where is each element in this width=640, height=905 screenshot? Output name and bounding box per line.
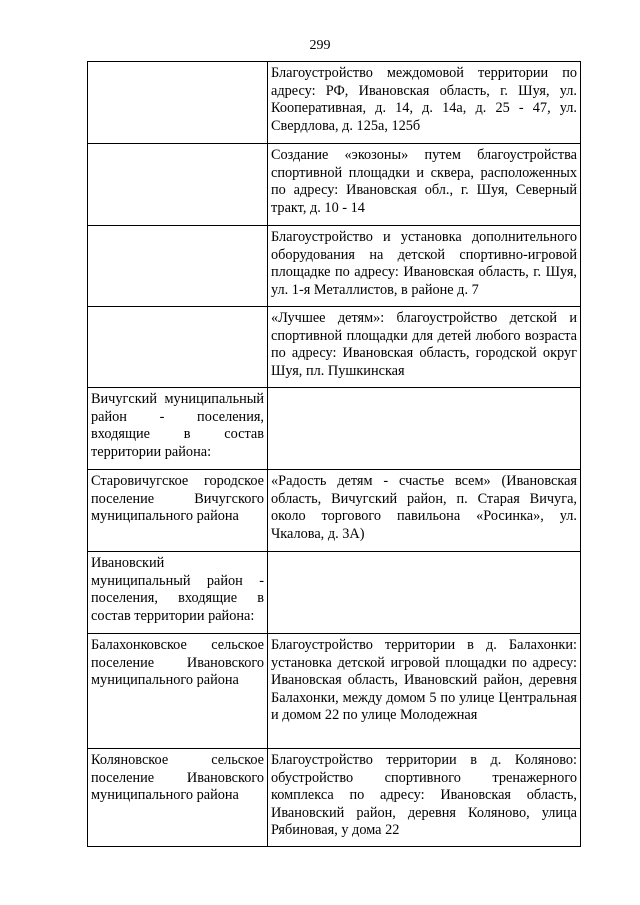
table-row (88, 307, 581, 388)
table-cell-right: Благоустройство и установка дополнительного оборудования на детской спортивно-игровой площадке по адресу: Ивановская область, г. Шуя, ул. 1-я Металлистов, в районе д. 7 (268, 226, 581, 307)
table-cell-right: Благоустройство территории в д. Балахонки: установка детской игровой площадки по адресу: Ивановская область, Ивановский район, деревня Балахонки, между домом 5 по улице Центральная и домом 22 по улице Молодежная (268, 634, 581, 749)
table-cell-left (88, 307, 268, 388)
table-cell-left: Балахонковское сельское поселение Ивановского муниципального района (88, 634, 268, 749)
table-cell-right: Благоустройство территории в д. Коляново: обустройство спортивного тренажерного комплекса по адресу: Ивановская область, Ивановский район, деревня Коляново, улица Рябиновая, у дома 22 (268, 749, 581, 847)
table-cell-left: Вичугский муниципальный район - поселения, входящие в состав территории района: (88, 388, 268, 470)
table-cell-left (88, 62, 268, 144)
table-row (88, 388, 581, 470)
table-cell-right (268, 388, 581, 470)
table-cell-left: Коляновское сельское поселение Ивановского муниципального района (88, 749, 268, 847)
table-row (88, 470, 581, 552)
table-cell-right: «Лучшее детям»: благоустройство детской и спортивной площадки для детей любого возраста по адресу: Ивановская область, городской округ Шуя, пл. Пушкинская (268, 307, 581, 388)
table-cell-left: Ивановский муниципальный район - поселения, входящие в состав территории района: (88, 552, 268, 634)
table-row (88, 552, 581, 634)
page-number: 299 (309, 38, 331, 53)
table-row (88, 62, 581, 144)
table-cell-right (268, 552, 581, 634)
document-table (87, 61, 581, 847)
table-row (88, 144, 581, 226)
table-row (88, 749, 581, 847)
table-cell-right: «Радость детям - счастье всем» (Ивановская область, Вичугский район, п. Старая Вичуга, около торгового павильона «Росинка», ул. Чкалова, д. 3А) (268, 470, 581, 552)
table-cell-left (88, 226, 268, 307)
table-cell-left (88, 144, 268, 226)
table-cell-right: Создание «экозоны» путем благоустройства спортивной площадки и сквера, расположенных по адресу: Ивановская обл., г. Шуя, Северный тракт, д. 10 - 14 (268, 144, 581, 226)
table-row (88, 634, 581, 749)
table-cell-right: Благоустройство междомовой территории по адресу: РФ, Ивановская область, г. Шуя, ул. Кооперативная, д. 14, д. 14а, д. 25 - 47, ул. Свердлова, д. 125а, 125б (268, 62, 581, 144)
table-row (88, 226, 581, 307)
table-cell-left: Старовичугское городское поселение Вичугского муниципального района (88, 470, 268, 552)
